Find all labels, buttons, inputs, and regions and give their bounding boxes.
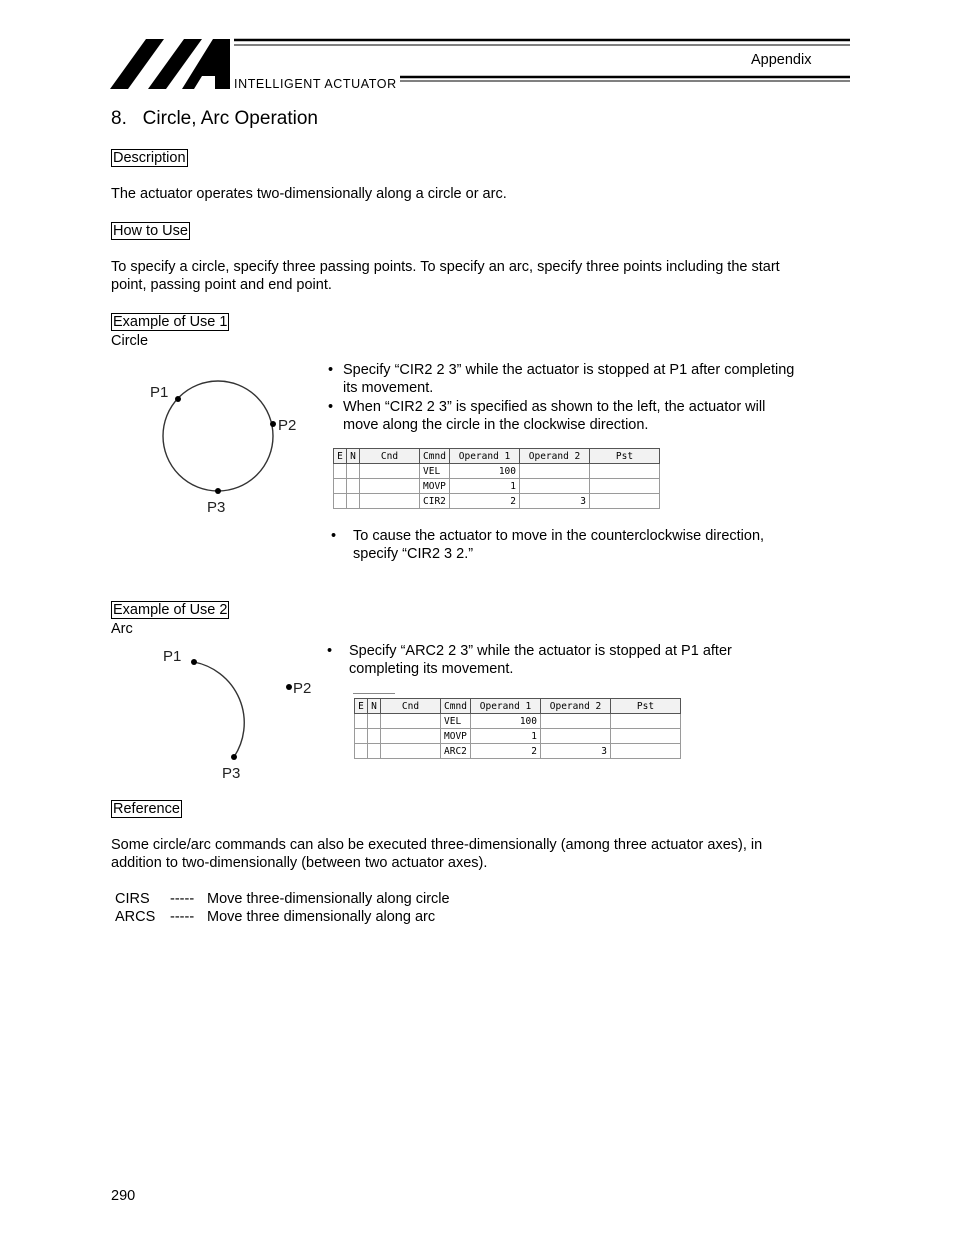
brand-name: INTELLIGENT ACTUATOR xyxy=(234,77,397,91)
reference-line-1: Some circle/arc commands can also be executed three-dimensionally (among three actuator axes), in xyxy=(111,837,763,853)
example-2-command-table xyxy=(354,698,681,759)
table-row: MOVP 1 xyxy=(334,479,660,494)
command-code: CIRS xyxy=(115,891,150,907)
circle-diagram xyxy=(140,370,310,520)
command-cirs xyxy=(115,890,150,908)
example-1-label: Example of Use 1 xyxy=(113,314,228,330)
command-code: ARCS xyxy=(115,909,156,925)
bullet-icon: • xyxy=(327,643,333,659)
header-rules xyxy=(0,0,954,90)
circle-point-p3: P3 xyxy=(207,499,226,516)
table-divider xyxy=(353,693,395,694)
command-arcs xyxy=(115,908,155,926)
bullet-icon: • xyxy=(328,399,334,415)
reference-line-2: addition to two-dimensionally (between two actuator axes). xyxy=(111,855,488,871)
command-cirs-description: Move three-dimensionally along circle xyxy=(207,891,450,907)
page-title: 8. Circle, Arc Operation xyxy=(111,108,318,129)
table-row: VEL 100 xyxy=(355,714,681,729)
arc-diagram xyxy=(160,640,320,785)
circle-point-p2: P2 xyxy=(278,417,297,434)
table-row: ARC2 2 3 xyxy=(355,744,681,759)
header-section: Appendix xyxy=(751,52,812,68)
example-2-subtitle: Arc xyxy=(111,621,133,637)
arc-point-p1: P1 xyxy=(163,648,182,665)
reference-label: Reference xyxy=(113,801,180,817)
example-2-label: Example of Use 2 xyxy=(113,602,228,618)
table-header-row: E N Cnd Cmnd Operand 1 Operand 2 Pst xyxy=(334,449,660,464)
table-row: MOVP 1 xyxy=(355,729,681,744)
bullet-icon: • xyxy=(328,362,334,378)
how-to-use-label: How to Use xyxy=(113,223,188,239)
how-to-use-line-1: To specify a circle, specify three passing points. To specify an arc, specify three points including the start xyxy=(111,259,780,275)
arc-point-p3: P3 xyxy=(222,765,241,782)
how-to-use-line-2: point, passing point and end point. xyxy=(111,277,332,293)
table-header-row: E N Cnd Cmnd Operand 1 Operand 2 Pst xyxy=(355,699,681,714)
example-1-subtitle: Circle xyxy=(111,333,149,349)
circle-point-p1: P1 xyxy=(150,384,169,401)
command-arcs-separator: ----- xyxy=(170,909,195,925)
description-text: The actuator operates two-dimensionally along a circle or arc. xyxy=(111,186,507,202)
page-number: 290 xyxy=(111,1188,136,1204)
bullet-icon: • xyxy=(331,528,337,544)
command-cirs-separator: ----- xyxy=(170,891,195,907)
description-label: Description xyxy=(113,150,186,166)
command-arcs-description: Move three dimensionally along arc xyxy=(207,909,436,925)
arc-point-p2: P2 xyxy=(293,680,312,697)
table-row: VEL 100 xyxy=(334,464,660,479)
example-1-command-table xyxy=(333,448,660,509)
table-row: CIR2 2 3 xyxy=(334,494,660,509)
